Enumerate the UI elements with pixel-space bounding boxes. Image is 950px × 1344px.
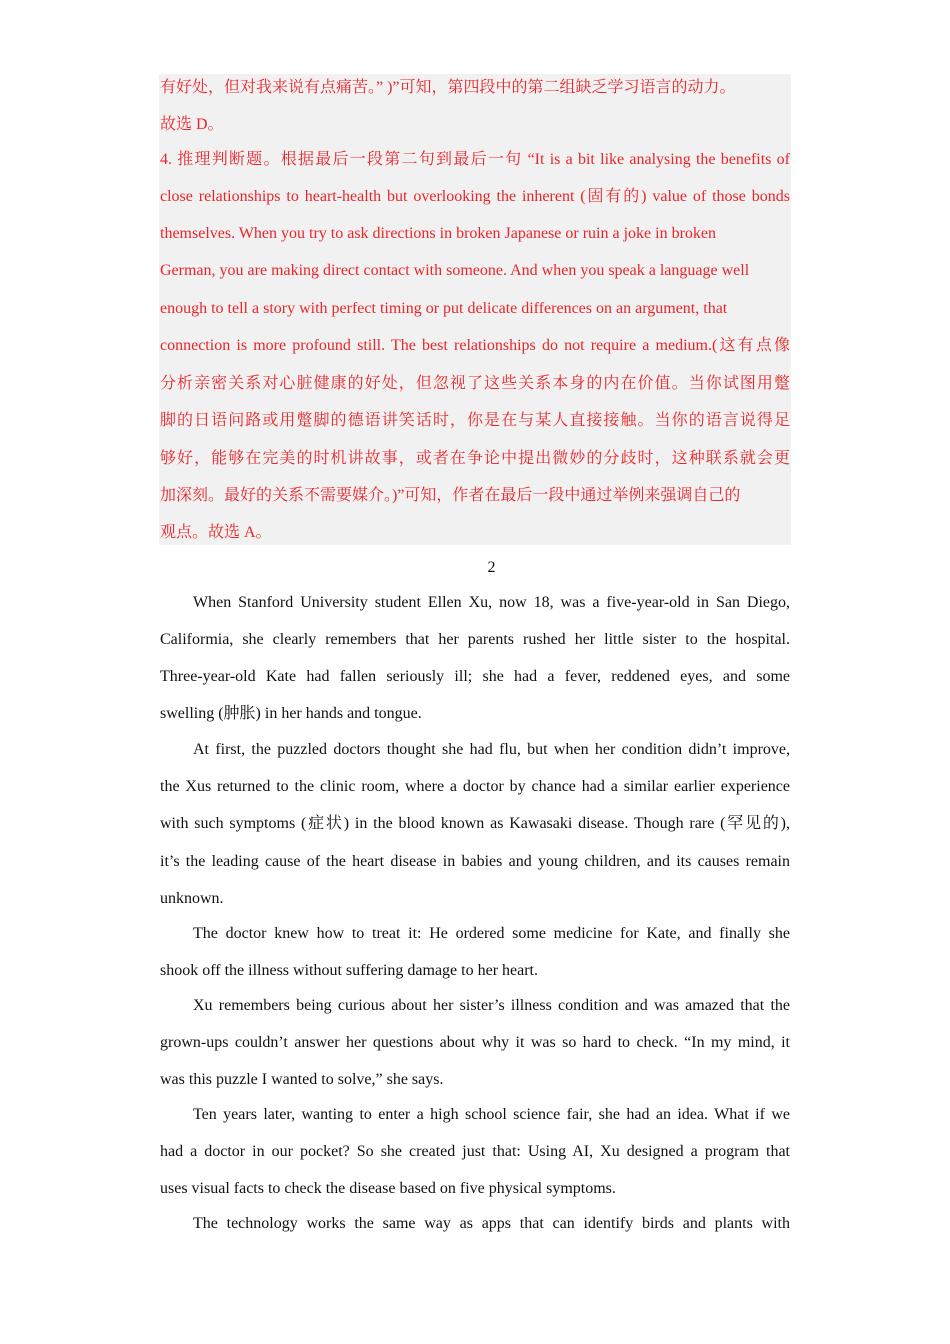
explanation-line: 够好，能够在完美的时机讲故事，或者在争论中提出微妙的分歧时，这种联系就会更 [160,450,790,467]
explanation-line: 加深刻。最好的关系不需要媒介。)”可知，作者在最后一段中通过举例来强调自己的 [160,487,741,504]
explanation-line: close relationships to heart-health but overlooking the inherent (固有的) value of those bonds [160,188,790,205]
explanation-line: 有好处，但对我来说有点痛苦。” )”可知，第四段中的第二组缺乏学习语言的动力。 [160,79,736,96]
explanation-line: themselves. When you try to ask directions in broken Japanese or ruin a joke in broken [160,225,717,242]
passage-line: the Xus returned to the clinic room, where a doctor by chance had a similar earlier experience [160,778,790,795]
passage-line: Xu remembers being curious about her sister’s illness condition and was amazed that the [193,997,790,1014]
passage-line: grown-ups couldn’t answer her questions about why it was so hard to check. “In my mind, it [160,1034,790,1051]
explanation-line: connection is more profound still. The best relationships do not require a medium.(这有点像 [160,337,790,354]
explanation-line: 脚的日语问路或用蹩脚的德语讲笑话时，你是在与某人直接接触。当你的语言说得足 [160,412,790,429]
passage-line: was this puzzle I wanted to solve,” she says. [160,1071,444,1088]
passage-line: swelling (肿胀) in her hands and tongue. [160,705,422,722]
explanation-line: enough to tell a story with perfect timing or put delicate differences on an argument, that [160,300,728,317]
passage-line: At first, the puzzled doctors thought she had flu, but when her condition didn’t improve, [193,741,790,758]
explanation-line: 观点。故选 A。 [160,524,272,541]
passage-line: The technology works the same way as apps that can identify birds and plants with [193,1215,790,1232]
explanation-line: 故选 D。 [160,116,224,133]
passage-line: Ten years later, wanting to enter a high school science fair, she had an idea. What if we [193,1106,790,1123]
explanation-line: 分析亲密关系对心脏健康的好处，但忽视了这些关系本身的内在价值。当你试图用蹩 [160,375,790,392]
passage-line: shook off the illness without suffering damage to her heart. [160,962,538,979]
passage-line: The doctor knew how to treat it: He ordered some medicine for Kate, and finally she [193,925,790,942]
passage-line: with such symptoms (症状) in the blood known as Kawasaki disease. Though rare (罕见的), [160,815,790,832]
passage-line: When Stanford University student Ellen Xu, now 18, was a five-year-old in San Diego, [193,594,790,611]
passage-line: it’s the leading cause of the heart disease in babies and young children, and its causes remain [160,853,790,870]
passage-line: had a doctor in our pocket? So she created just that: Using AI, Xu designed a program that [160,1143,790,1160]
passage-line: uses visual facts to check the disease based on five physical symptoms. [160,1180,616,1197]
passage-line: Califormia, she clearly remembers that her parents rushed her little sister to the hospital. [160,631,790,648]
passage-line: unknown. [160,890,224,907]
section-number: 2 [487,559,496,576]
explanation-line: German, you are making direct contact with someone. And when you speak a language well [160,262,750,279]
passage-line: Three-year-old Kate had fallen seriously ill; she had a fever, reddened eyes, and some [160,668,790,685]
explanation-line: 4. 推理判断题。根据最后一段第二句到最后一句 “It is a bit like analysing the benefits of [160,151,790,168]
